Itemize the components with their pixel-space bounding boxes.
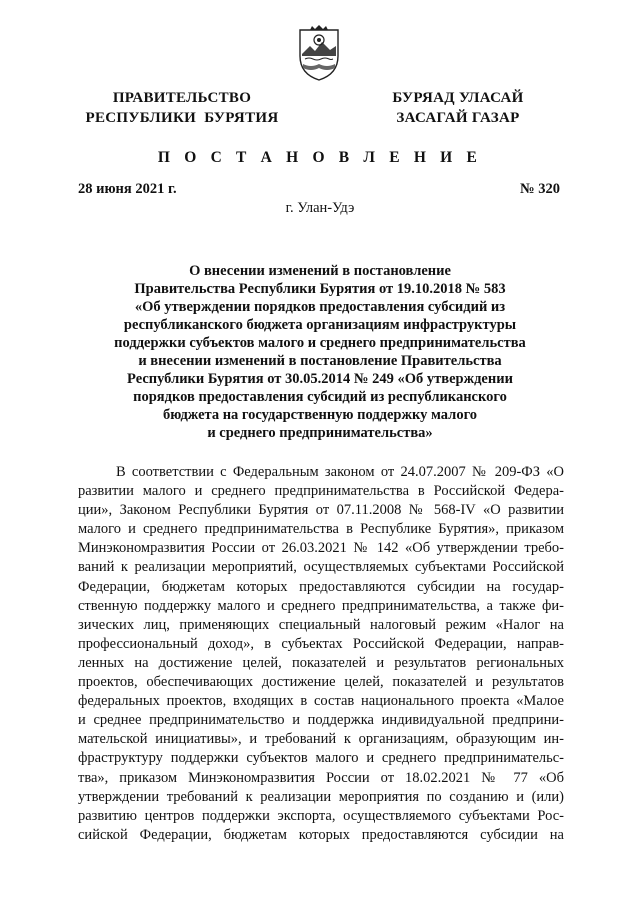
body-line: мательской инициативы», и требований к организациям, образующим ин-: [78, 731, 564, 748]
left-organization-name: [82, 88, 282, 128]
body-line: сийской Федерации, бюджетам которых предоставляются субсидии на: [78, 826, 564, 843]
coat-of-arms-icon: [296, 24, 342, 82]
title-line: республиканского бюджета организациям инфраструктуры: [123, 317, 517, 333]
title-line: порядков предоставления субсидий из республиканского: [133, 389, 507, 405]
document-place: г. Улан-Удэ: [285, 200, 355, 216]
body-line: ваний к реализации мероприятий, осуществляемых субъектами Российской: [78, 559, 564, 576]
document-body: [78, 463, 564, 845]
right-org-line-1: БУРЯАД УЛАСАЙ: [392, 90, 524, 106]
body-line: фраструктуру поддержки субъектов малого и среднего предпринимательс-: [78, 750, 564, 767]
body-line: развитии малого и среднего предпринимательства в Российской Федера-: [78, 483, 564, 500]
title-line: и внесении изменений в постановление Правительства: [138, 353, 502, 369]
title-line: О внесении изменений в постановление: [189, 263, 451, 279]
body-line: проектов, обеспечивающих достижение целей, показателей и результатов: [78, 674, 564, 691]
body-line: В соответствии с Федеральным законом от 24.07.2007 № 209-ФЗ «О: [116, 464, 564, 480]
title-line: поддержки субъектов малого и среднего предпринимательства: [114, 335, 526, 351]
body-line: Минэкономразвития России от 26.03.2021 № 142 «Об утверждении требо-: [78, 540, 564, 557]
document-number: № 320: [520, 181, 560, 197]
body-line: утверждении требований к реализации мероприятия по созданию и (или): [78, 788, 564, 805]
title-line: Республики Бурятия от 30.05.2014 № 249 «Об утверждении: [127, 371, 513, 387]
right-organization-name: [378, 88, 538, 128]
body-line: зических лиц, применяющих специальный налоговый режим «Налог на: [78, 616, 564, 633]
body-line: ственную поддержку малого и среднего предпринимательства, а также фи-: [78, 597, 564, 614]
title-line: «Об утверждении порядков предоставления субсидий из: [134, 299, 506, 315]
body-line: тва», приказом Минэкономразвития России от 18.02.2021 № 77 «Об: [78, 769, 564, 786]
document-title: [60, 262, 580, 442]
document-date: 28 июня 2021 г.: [78, 181, 177, 197]
title-line: и среднего предпринимательства»: [207, 425, 433, 441]
body-line: ции», Законом Республики Бурятия от 07.11.2008 № 568-IV «О развитии: [78, 502, 564, 519]
body-line: профессиональный доход», в субъектах Российской Федерации, направ-: [78, 635, 564, 652]
left-org-line-1: ПРАВИТЕЛЬСТВО: [112, 90, 252, 106]
document-type: П О С Т А Н О В Л Е Н И Е: [157, 149, 483, 166]
body-line: малого и среднего предпринимательства в Республике Бурятия», приказом: [78, 521, 564, 538]
right-org-line-2: ЗАСАГАЙ ГАЗАР: [396, 110, 520, 126]
body-line: и среднее предпринимательство и поддержка индивидуальной предприни-: [78, 712, 564, 729]
title-line: Правительства Республики Бурятия от 19.10.2018 № 583: [134, 281, 506, 297]
body-line: Федерации, бюджетам которых предоставляются субсидии на государ-: [78, 578, 564, 595]
body-line: федеральных проектов, входящих в состав национального проекта «Малое: [78, 693, 564, 710]
body-line: ленных на достижение целей, показателей и результатов региональных: [78, 654, 564, 671]
body-line: развитию центров поддержки экспорта, осуществляемого субъектами Рос-: [78, 807, 564, 824]
left-org-line-2: РЕСПУБЛИКИ БУРЯТИЯ: [85, 110, 279, 126]
title-line: бюджета на государственную поддержку малого: [162, 407, 478, 423]
